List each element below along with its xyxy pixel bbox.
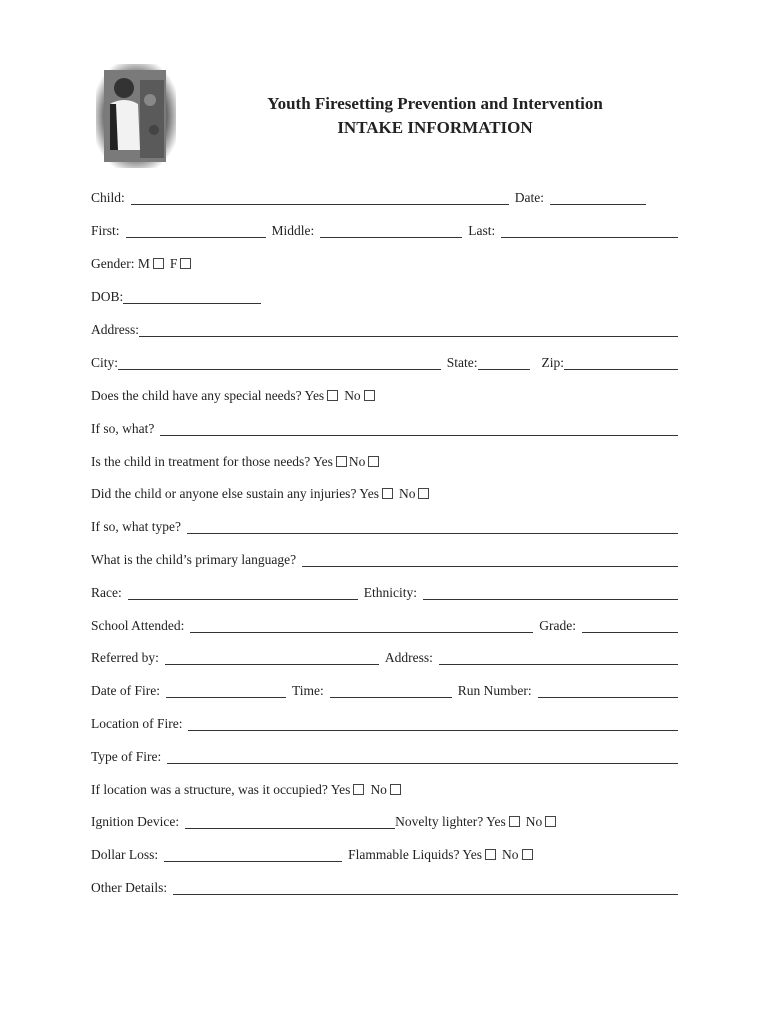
novelty-yes-checkbox[interactable]: [509, 816, 520, 827]
gender-label: Gender: M: [91, 256, 150, 271]
time-label: Time:: [291, 683, 324, 698]
date-field[interactable]: [550, 190, 646, 205]
referral-address-field[interactable]: [439, 650, 678, 665]
injuries-label: Did the child or anyone else sustain any injuries? Yes: [91, 486, 379, 501]
dob-field[interactable]: [123, 289, 261, 304]
city-field[interactable]: [118, 355, 441, 370]
dollar-loss-field[interactable]: [164, 847, 342, 862]
row-ignition: [91, 811, 678, 833]
if-so-what-label: If so, what?: [91, 421, 155, 436]
middle-label: Middle:: [271, 223, 315, 238]
injuries-no-checkbox[interactable]: [418, 488, 429, 499]
page-title: Youth Firesetting Prevention and Intervention: [267, 94, 603, 113]
row-fire-date: [91, 680, 678, 702]
row-location: [91, 713, 678, 735]
row-gender: [91, 253, 678, 275]
dollar-loss-label: Dollar Loss:: [91, 847, 159, 862]
row-special-needs: [91, 385, 678, 407]
run-number-field[interactable]: [538, 683, 678, 698]
school-field[interactable]: [190, 618, 533, 633]
row-other: [91, 877, 678, 899]
dob-label: DOB:: [91, 289, 124, 304]
last-label: Last:: [468, 223, 496, 238]
page-subtitle: INTAKE INFORMATION: [337, 118, 533, 137]
occupied-no-checkbox[interactable]: [390, 784, 401, 795]
referred-by-label: Referred by:: [91, 650, 159, 665]
referred-by-field[interactable]: [165, 650, 379, 665]
special-needs-yes-checkbox[interactable]: [327, 390, 338, 401]
school-label: School Attended:: [91, 618, 185, 633]
special-needs-no-label: No: [344, 388, 361, 403]
occupied-yes-checkbox[interactable]: [353, 784, 364, 795]
zip-label: Zip:: [541, 355, 564, 370]
last-field[interactable]: [501, 223, 678, 238]
time-field[interactable]: [330, 683, 452, 698]
flammable-no-label: No: [502, 847, 519, 862]
row-city: [91, 352, 678, 374]
row-treatment: [91, 451, 678, 473]
injuries-yes-checkbox[interactable]: [382, 488, 393, 499]
occupied-label: If location was a structure, was it occupied? Yes: [91, 782, 351, 797]
ignition-label: Ignition Device:: [91, 814, 180, 829]
special-needs-no-checkbox[interactable]: [364, 390, 375, 401]
language-field[interactable]: [302, 552, 678, 567]
grade-field[interactable]: [582, 618, 678, 633]
injury-type-field[interactable]: [187, 519, 678, 534]
row-injury-type: [91, 516, 678, 538]
date-of-fire-field[interactable]: [166, 683, 286, 698]
zip-field[interactable]: [564, 355, 678, 370]
novelty-no-label: No: [525, 814, 543, 829]
child-label: Child:: [91, 190, 125, 205]
row-injuries: [91, 483, 678, 505]
row-school: [91, 615, 678, 637]
date-of-fire-label: Date of Fire:: [91, 683, 160, 698]
state-label: State:: [446, 355, 478, 370]
flammable-label: Flammable Liquids? Yes: [348, 847, 482, 862]
type-label: Type of Fire:: [91, 749, 162, 764]
treatment-no-checkbox[interactable]: [368, 456, 379, 467]
row-referred: [91, 647, 678, 669]
gender-f-label: F: [169, 256, 178, 271]
header-photo: [96, 64, 176, 168]
special-needs-label: Does the child have any special needs? Yes: [91, 388, 325, 403]
child-field[interactable]: [131, 190, 509, 205]
ignition-field[interactable]: [185, 814, 395, 829]
grade-label: Grade:: [539, 618, 576, 633]
row-occupied: [91, 779, 678, 801]
novelty-no-checkbox[interactable]: [545, 816, 556, 827]
location-field[interactable]: [188, 716, 678, 731]
row-if-so-what: [91, 418, 678, 440]
address-field[interactable]: [139, 322, 678, 337]
treatment-yes-checkbox[interactable]: [336, 456, 347, 467]
row-address: [91, 319, 678, 341]
row-dollar-loss: [91, 844, 678, 866]
address-label: Address:: [91, 322, 139, 337]
middle-field[interactable]: [320, 223, 462, 238]
state-field[interactable]: [478, 355, 530, 370]
gender-f-checkbox[interactable]: [180, 258, 191, 269]
language-label: What is the child’s primary language?: [91, 552, 297, 567]
injury-type-label: If so, what type?: [91, 519, 181, 534]
injuries-no-label: No: [398, 486, 416, 501]
treatment-label: Is the child in treatment for those needs? Yes: [91, 454, 333, 469]
row-language: [91, 549, 678, 571]
other-details-field[interactable]: [173, 880, 678, 895]
flammable-no-checkbox[interactable]: [522, 849, 533, 860]
first-label: First:: [91, 223, 120, 238]
child-photo-image: [104, 70, 166, 162]
row-race: [91, 582, 678, 604]
ethnicity-field[interactable]: [423, 585, 678, 600]
row-child: [91, 187, 678, 209]
date-label: Date:: [514, 190, 544, 205]
race-field[interactable]: [128, 585, 358, 600]
gender-m-checkbox[interactable]: [153, 258, 164, 269]
race-label: Race:: [91, 585, 122, 600]
city-label: City:: [91, 355, 119, 370]
flammable-yes-checkbox[interactable]: [485, 849, 496, 860]
location-label: Location of Fire:: [91, 716, 183, 731]
type-field[interactable]: [167, 749, 678, 764]
novelty-label: Novelty lighter? Yes: [395, 814, 506, 829]
treatment-no-label: No: [348, 454, 366, 469]
row-dob: [91, 286, 678, 308]
if-so-what-field[interactable]: [160, 421, 678, 436]
row-type: [91, 746, 678, 768]
first-field[interactable]: [126, 223, 266, 238]
referral-address-label: Address:: [384, 650, 433, 665]
ethnicity-label: Ethnicity:: [363, 585, 417, 600]
row-name: [91, 220, 678, 242]
occupied-no-label: No: [370, 782, 387, 797]
run-number-label: Run Number:: [457, 683, 532, 698]
other-details-label: Other Details:: [91, 880, 168, 895]
